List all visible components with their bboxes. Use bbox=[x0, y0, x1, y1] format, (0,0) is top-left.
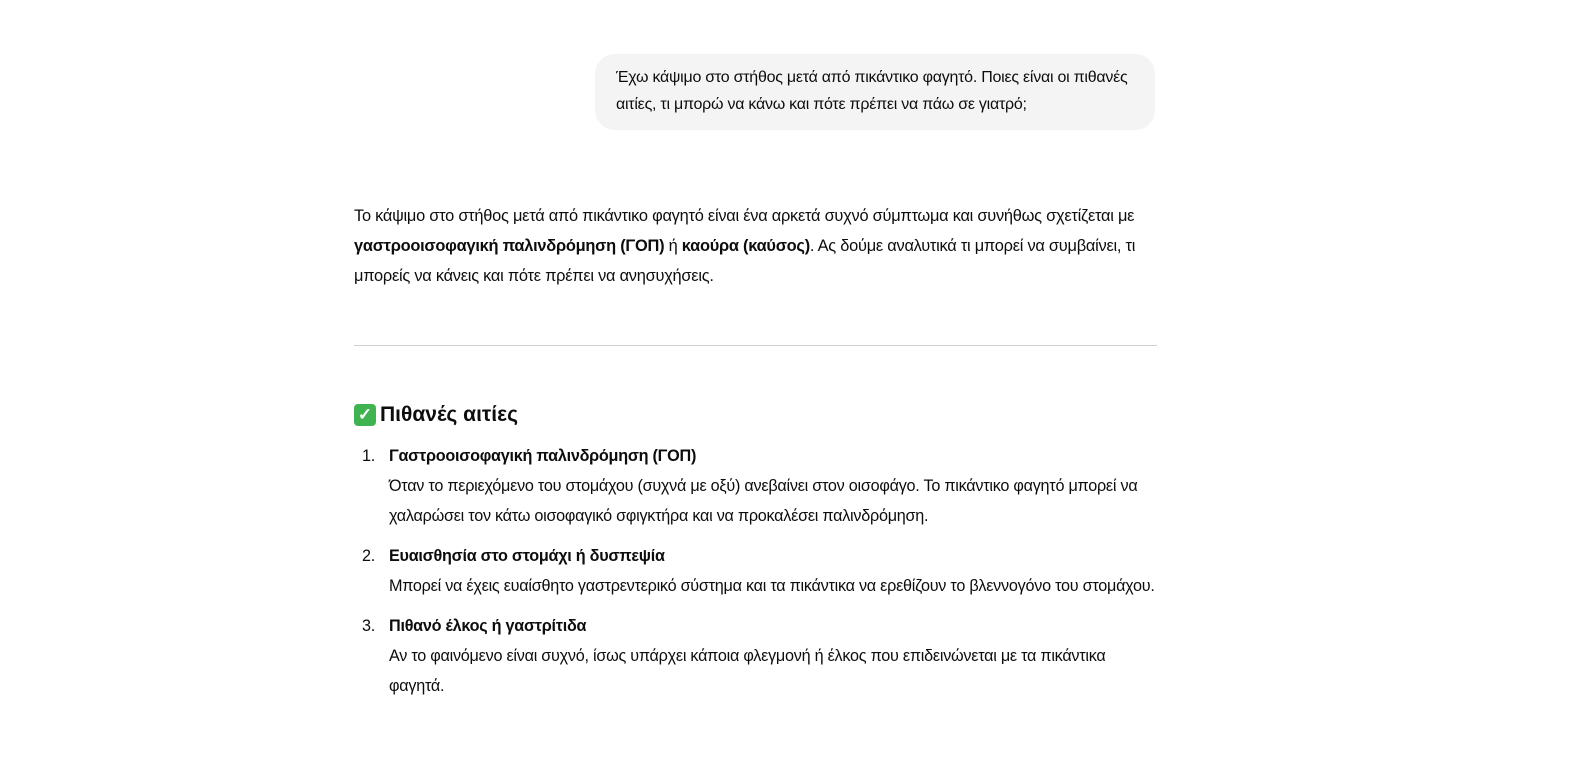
intro-text: Το κάψιμο στο στήθος μετά από πικάντικο φαγητό είναι ένα αρκετά συχνό σύμπτωμα και συνήθως σχετίζεται με bbox=[354, 207, 1135, 225]
section-heading bbox=[354, 400, 1157, 430]
intro-text: ή bbox=[664, 237, 682, 255]
list-item bbox=[354, 441, 1157, 531]
list-item-text: Μπορεί να έχεις ευαίσθητο γαστρεντερικό σύστημα και τα πικάντικα να ερεθίζουν το βλεννογόνο του στομάχου. bbox=[389, 577, 1155, 595]
list-item bbox=[354, 611, 1157, 701]
list-item bbox=[354, 541, 1157, 601]
list-number: 2. bbox=[362, 547, 376, 565]
user-message-bubble: Έχω κάψιμο στο στήθος μετά από πικάντικο φαγητό. Ποιες είναι οι πιθανές αιτίες, τι μπορώ να κάνω και πότε πρέπει να πάω σε γιατρό; bbox=[595, 54, 1155, 130]
list-item-text: Αν το φαινόμενο είναι συχνό, ίσως υπάρχει κάποια φλεγμονή ή έλκος που επιδεινώνεται με τα πικάντικα φαγητά. bbox=[389, 647, 1106, 695]
causes-list bbox=[354, 441, 1157, 711]
divider bbox=[354, 345, 1157, 346]
list-item-title: Γαστροοισοφαγική παλινδρόμηση (ΓΟΠ) bbox=[389, 447, 697, 465]
list-number: 3. bbox=[362, 617, 376, 635]
list-item-title: Ευαισθησία στο στομάχι ή δυσπεψία bbox=[389, 547, 665, 565]
check-mark-button-icon: ✓ bbox=[354, 404, 376, 426]
intro-bold-gerd: γαστροοισοφαγική παλινδρόμηση (ΓΟΠ) bbox=[354, 237, 665, 255]
list-number: 1. bbox=[362, 447, 376, 465]
list-item-text: Όταν το περιεχόμενο του στομάχου (συχνά με οξύ) ανεβαίνει στον οισοφάγο. Το πικάντικο φαγητό μπορεί να χαλαρώσει τον κάτω οισοφαγικό σφιγκτήρα και να προκαλέσει παλινδρόμηση. bbox=[389, 477, 1138, 525]
intro-text: . Ας δούμε αναλυτικά τι μπορεί να συμβαίνει, τι μπορείς να κάνεις και πότε πρέπει να ανησυχήσεις. bbox=[354, 237, 1136, 285]
assistant-intro-paragraph bbox=[354, 201, 1157, 291]
intro-bold-heartburn: καούρα (καύσος) bbox=[681, 237, 810, 255]
section-heading-text: Πιθανές αιτίες bbox=[380, 403, 519, 426]
list-item-title: Πιθανό έλκος ή γαστρίτιδα bbox=[389, 617, 587, 635]
